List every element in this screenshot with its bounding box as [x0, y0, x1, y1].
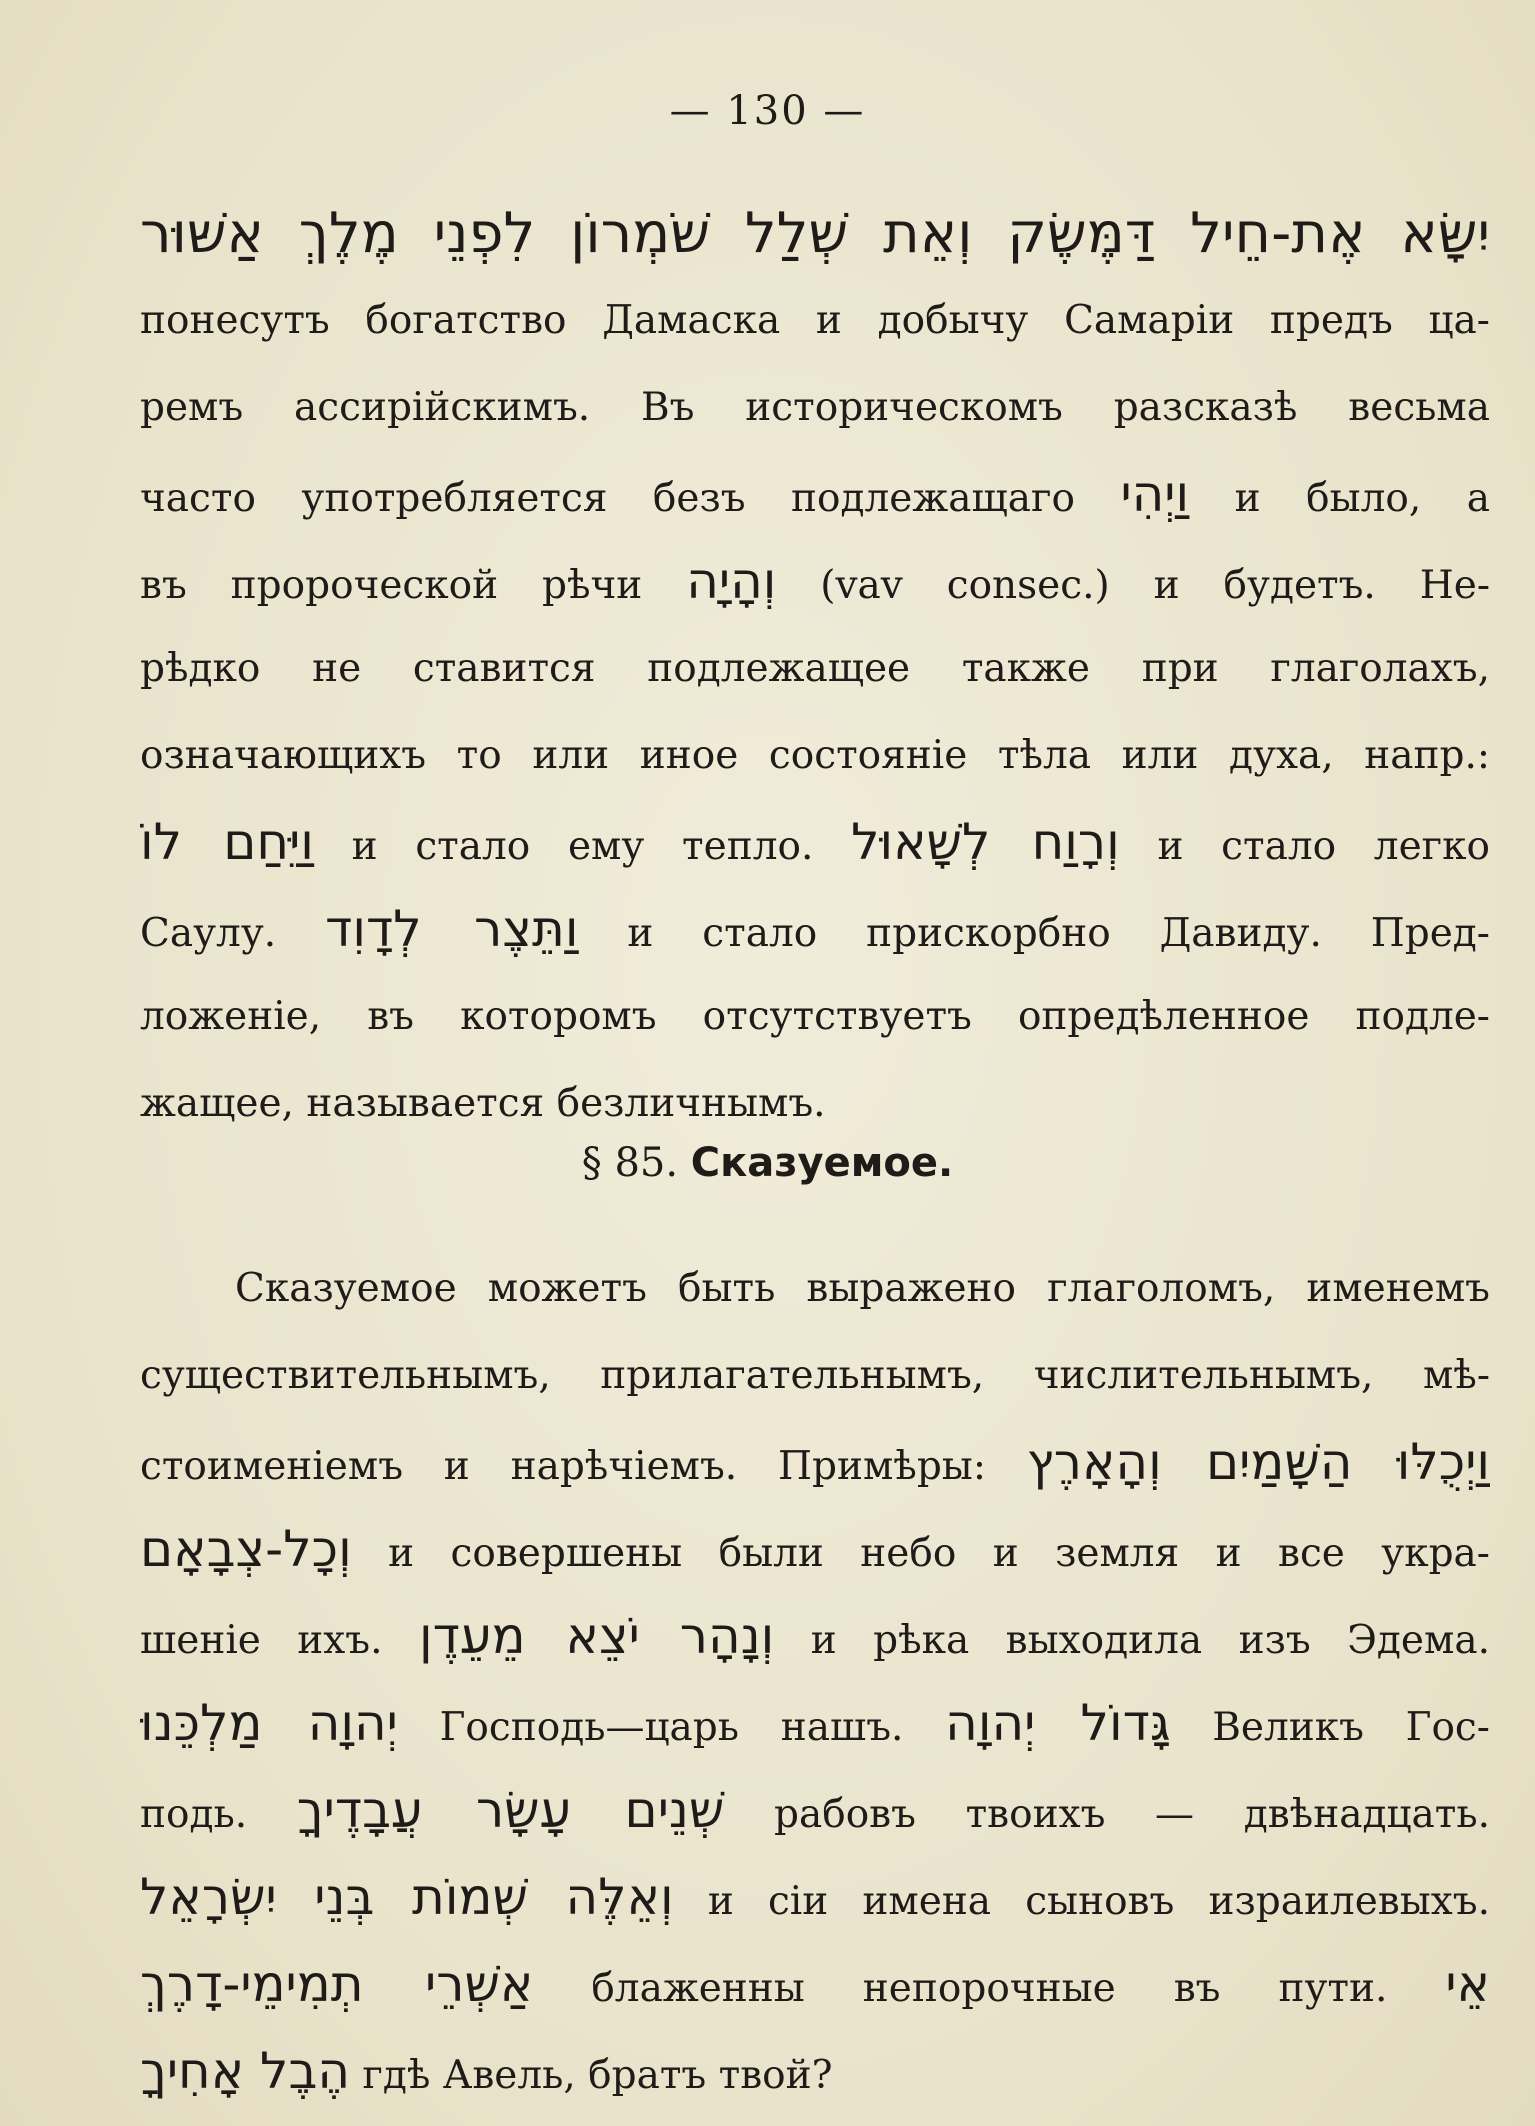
hebrew-quotation-line: יִשָּׂא אֶת-חֵיל דַּמֶּשֶׂק וְאֵת שְׁלַל שֹׁמְרוֹן לִפְנֵי מֶלֶךְ אַשּׁוּר — [140, 201, 1490, 266]
text-line — [140, 1941, 1490, 2028]
text-line: жащее, называется безличнымъ. — [140, 1081, 826, 1126]
text-line — [140, 1680, 1490, 1767]
page-number: — 130 — — [669, 88, 866, 134]
text-run: и стало прискорбно Давиду. Пред- — [627, 911, 1490, 956]
text-line — [140, 451, 1490, 538]
section-title: Сказуемое. — [690, 1140, 954, 1186]
text-run: подь. — [140, 1792, 248, 1837]
hebrew-phrase: וְכָל-צְבָאָם — [140, 1520, 352, 1578]
text-line: ремъ ассирійскимъ. Въ историческомъ разсказѣ весьма — [140, 385, 1490, 430]
text-run: и стало ему тепло. — [351, 824, 814, 869]
text-line — [140, 1854, 1490, 1941]
text-line — [140, 538, 1490, 625]
hebrew-word: וְהָיָה — [686, 552, 777, 610]
hebrew-phrase: שְׁנֵים עָשָׂר עֲבָדֶיךָ — [296, 1781, 725, 1839]
hebrew-phrase: יְהוָה מַלְכֵּנוּ — [140, 1694, 398, 1752]
text-run: рабовъ твоихъ — двѣнадцать. — [774, 1792, 1490, 1837]
text-line — [140, 1593, 1490, 1680]
text-line — [140, 1506, 1490, 1593]
text-run: Великъ Гос- — [1212, 1705, 1490, 1750]
text-line: существительнымъ, прилагательнымъ, числительнымъ, мѣ- — [140, 1353, 1490, 1398]
text-line: означающихъ то или иное состояніе тѣла или духа, напр.: — [140, 733, 1490, 778]
text-run: въ пророческой рѣчи — [140, 563, 643, 608]
hebrew-word: וַתֵּצֶר לְדָוִד — [325, 900, 579, 958]
text-line — [140, 2028, 1490, 2115]
text-line — [140, 1767, 1490, 1854]
paragraph-impersonal-sentences — [140, 190, 1490, 1147]
text-line: Сказуемое можетъ быть выражено глаголомъ, именемъ — [235, 1266, 1490, 1311]
text-line — [140, 799, 1490, 886]
hebrew-word: אֵי — [1445, 1955, 1490, 2013]
text-run: и рѣка выходила изъ Эдема. — [810, 1618, 1490, 1663]
hebrew-word: וַיֵּחַם לוֹ — [140, 813, 314, 871]
text-line — [140, 886, 1490, 973]
text-line: понесутъ богатство Дамаска и добычу Самаріи предъ ца- — [140, 298, 1490, 343]
text-run: часто употребляется безъ подлежащаго — [140, 476, 1075, 521]
hebrew-phrase: וְנָהָר יֹצֵא מֵעֵדֶן — [418, 1607, 775, 1665]
section-heading — [0, 1140, 1535, 1186]
hebrew-phrase: וַיְכֻלּוּ הַשָּׁמַיִם וְהָאָרֶץ — [1026, 1433, 1490, 1491]
hebrew-word: וְרָוַח לְשָׁאוּל — [851, 813, 1120, 871]
section-number: § 85. — [581, 1140, 679, 1186]
text-run: стоименіемъ и нарѣчіемъ. Примѣры: — [140, 1444, 986, 1489]
text-run: (vav consec.) и будетъ. Не- — [820, 563, 1490, 608]
text-run: Господь—царь нашъ. — [439, 1705, 904, 1750]
text-run: гдѣ Авель, братъ твой? — [362, 2053, 833, 2098]
text-run: Саулу. — [140, 911, 277, 956]
hebrew-phrase: וְאֵלֶּה שְׁמוֹת בְּנֵי יִשְׂרָאֵל — [140, 1868, 674, 1926]
text-run: и совершены были небо и земля и все укра- — [388, 1531, 1490, 1576]
text-line — [140, 1419, 1490, 1506]
text-line: ложеніе, въ которомъ отсутствуетъ опредѣленное подле- — [140, 994, 1490, 1039]
hebrew-word: וַיְהִי — [1120, 465, 1190, 523]
text-run: и было, а — [1234, 476, 1490, 521]
text-run: и стало легко — [1157, 824, 1490, 869]
text-run: и сіи имена сыновъ израилевыхъ. — [707, 1879, 1490, 1924]
paragraph-predicate — [140, 1245, 1490, 2115]
text-run: блаженны непорочные въ пути. — [591, 1966, 1388, 2011]
hebrew-phrase: הֶבֶל אָחִיךָ — [140, 2042, 351, 2100]
hebrew-phrase: גָּדוֹל יְהוָה — [945, 1694, 1171, 1752]
hebrew-phrase: אַשְׁרֵי תְמִימֵי-דָרֶךְ — [140, 1955, 534, 2013]
text-run: шеніе ихъ. — [140, 1618, 383, 1663]
text-line: рѣдко не ставится подлежащее также при глаголахъ, — [140, 646, 1490, 691]
